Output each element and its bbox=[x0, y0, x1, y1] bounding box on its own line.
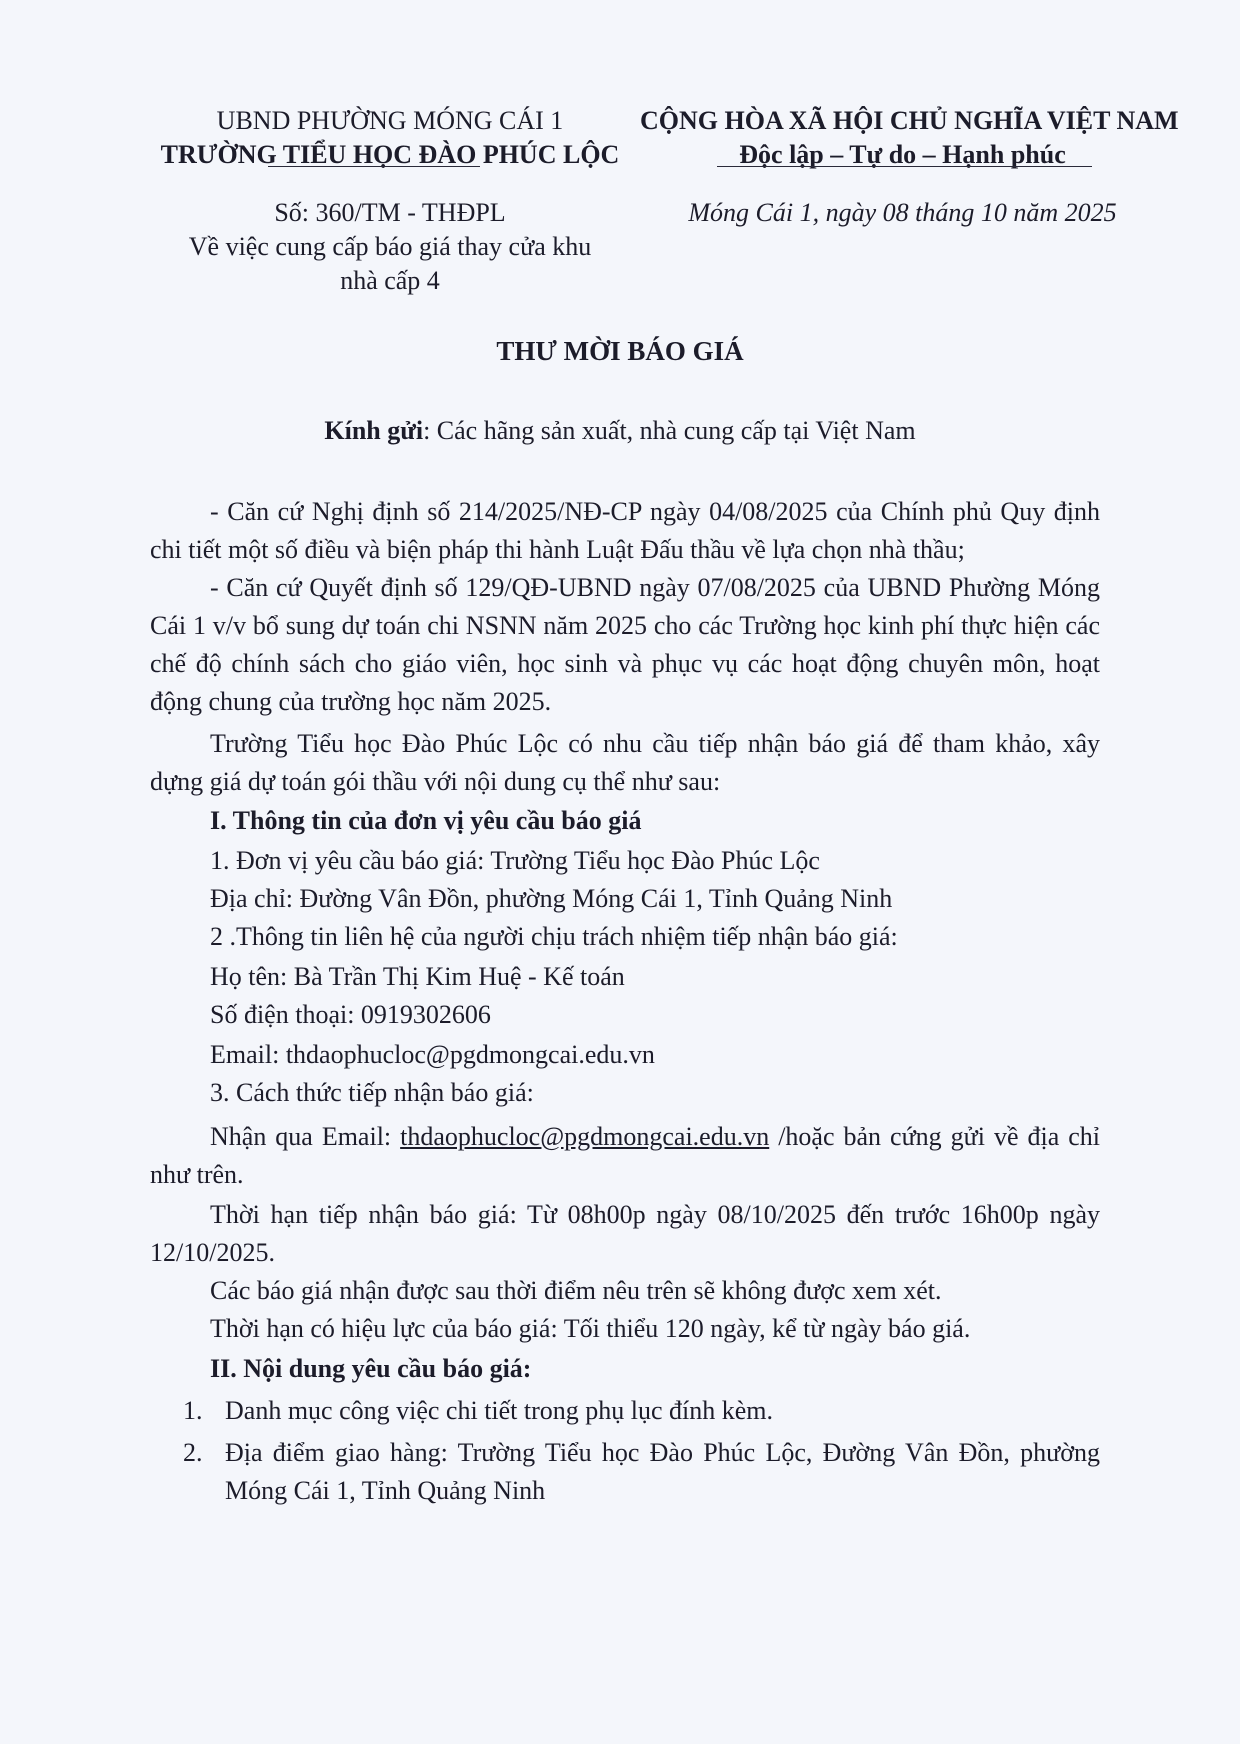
deadline-paragraph: Thời hạn tiếp nhận báo giá: Từ 08h00p ngày 08/10/2025 đến trước 16h00p ngày 12/10/2025. bbox=[150, 1200, 1100, 1267]
doc-reference bbox=[150, 196, 630, 298]
intro-paragraph: Trường Tiểu học Đào Phúc Lộc có nhu cầu tiếp nhận báo giá để tham khảo, xây dựng giá dự toán gói thầu với nội dung cụ thể như sau: bbox=[150, 729, 1100, 796]
header-right bbox=[640, 104, 1179, 172]
document-title: THƯ MỜI BÁO GIÁ bbox=[496, 336, 744, 366]
list-item-text: Danh mục công việc chi tiết trong phụ lục đính kèm. bbox=[225, 1396, 774, 1425]
contact-name: Họ tên: Bà Trần Thị Kim Huệ - Kế toán bbox=[210, 962, 625, 991]
basis-paragraph-2: - Căn cứ Quyết định số 129/QĐ-UBND ngày 07/08/2025 của UBND Phường Móng Cái 1 v/v bổ sung dự toán chi NSNN năm 2025 cho các Trường học kinh phí thực hiện các chế độ chính sách cho giáo viên, học sinh và phục vụ các hoạt động chuyên môn, hoạt động chung của trường học năm 2025. bbox=[150, 573, 1100, 716]
place-date: Móng Cái 1, ngày 08 tháng 10 năm 2025 bbox=[688, 198, 1117, 227]
motto: Độc lập – Tự do – Hạnh phúc bbox=[739, 140, 1066, 169]
org-name: TRƯỜNG TIỂU HỌC ĐÀO PHÚC LỘC bbox=[160, 140, 620, 169]
motto-underline bbox=[717, 166, 1092, 167]
contact-phone: Số điện thoại: 0919302606 bbox=[210, 1000, 491, 1029]
doc-number: Số: 360/TM - THĐPL bbox=[274, 198, 506, 227]
greeting-text: : Các hãng sản xuất, nhà cung cấp tại Việt Nam bbox=[423, 416, 916, 445]
subject-line-2: nhà cấp 4 bbox=[340, 266, 440, 295]
nation-title: CỘNG HÒA XÃ HỘI CHỦ NGHĨA VIỆT NAM bbox=[640, 106, 1179, 135]
header-left bbox=[150, 104, 630, 172]
validity-note: Thời hạn có hiệu lực của báo giá: Tối thiểu 120 ngày, kể từ ngày báo giá. bbox=[210, 1314, 971, 1343]
list-item-text: Địa điểm giao hàng: Trường Tiểu học Đào Phúc Lộc, Đường Vân Đồn, phường Móng Cái 1, Tỉnh Quảng Ninh bbox=[225, 1438, 1100, 1505]
greeting-label: Kính gửi bbox=[324, 416, 424, 445]
contact-email: Email: thdaophucloc@pgdmongcai.edu.vn bbox=[210, 1040, 655, 1069]
section1-heading: I. Thông tin của đơn vị yêu cầu báo giá bbox=[210, 806, 642, 835]
receive-method bbox=[150, 1118, 1100, 1194]
unit-address: Địa chỉ: Đường Vân Đồn, phường Móng Cái 1, Tỉnh Quảng Ninh bbox=[210, 884, 893, 913]
subject-line-1: Về việc cung cấp báo giá thay cửa khu bbox=[188, 232, 592, 261]
list-item bbox=[183, 1434, 1100, 1510]
list-item bbox=[183, 1392, 1100, 1430]
late-note: Các báo giá nhận được sau thời điểm nêu trên sẽ không được xem xét. bbox=[210, 1276, 942, 1305]
basis-paragraph-1: - Căn cứ Nghị định số 214/2025/NĐ-CP ngày 04/08/2025 của Chính phủ Quy định chi tiết một số điều và biện pháp thi hành Luật Đấu thầu về lựa chọn nhà thầu; bbox=[150, 497, 1100, 564]
org-parent: UBND PHƯỜNG MÓNG CÁI 1 bbox=[216, 106, 564, 135]
greeting bbox=[0, 416, 1240, 446]
receive-suffix: /hoặc bản cứng gửi về địa chỉ như trên. bbox=[150, 1122, 1100, 1189]
method-heading: 3. Cách thức tiếp nhận báo giá: bbox=[210, 1078, 534, 1107]
contact-heading: 2 .Thông tin liên hệ của người chịu trách nhiệm tiếp nhận báo giá: bbox=[210, 922, 898, 951]
list-item-number: 2. bbox=[183, 1438, 203, 1467]
section2-heading: II. Nội dung yêu cầu báo giá: bbox=[210, 1354, 532, 1383]
list-item-number: 1. bbox=[183, 1396, 203, 1425]
request-unit: 1. Đơn vị yêu cầu báo giá: Trường Tiểu học Đào Phúc Lộc bbox=[210, 846, 820, 875]
org-underline bbox=[268, 166, 480, 167]
receive-email-link[interactable]: thdaophucloc@pgdmongcai.edu.vn bbox=[400, 1122, 770, 1151]
receive-prefix: Nhận qua Email: bbox=[210, 1122, 401, 1151]
